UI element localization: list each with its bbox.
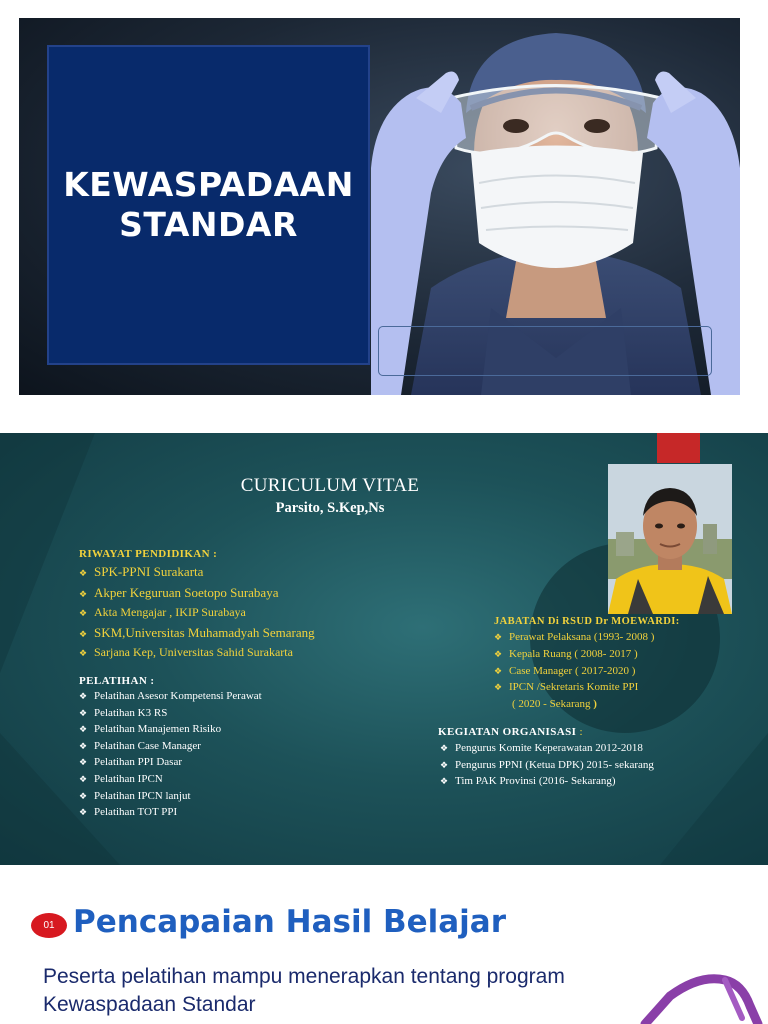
slide-curriculum-vitae bbox=[0, 433, 768, 865]
position-list bbox=[494, 630, 654, 713]
list-item: ❖ Tim PAK Provinsi (2016- Sekarang) bbox=[440, 774, 654, 791]
slide-heading: Pencapaian Hasil Belajar bbox=[73, 904, 507, 940]
list-item: ❖ Pelatihan K3 RS bbox=[79, 706, 262, 723]
list-item: ❖ SKM,Universitas Muhamadyah Semarang bbox=[79, 624, 315, 645]
list-item: ❖ Pelatihan TOT PPI bbox=[79, 805, 262, 822]
diamond-bullet-icon: ❖ bbox=[79, 791, 88, 802]
list-item: ❖ IPCN /Sekretaris Komite PPI bbox=[494, 680, 654, 697]
diamond-bullet-icon: ❖ bbox=[79, 692, 88, 702]
list-item: ❖ Pelatihan Asesor Kompetensi Perawat bbox=[79, 689, 262, 706]
title-box bbox=[47, 45, 370, 365]
list-item: ❖ Pengurus Komite Keperawatan 2012-2018 bbox=[440, 741, 654, 758]
diamond-bullet-icon: ❖ bbox=[440, 777, 449, 788]
cv-name: Parsito, S.Kep,Ns bbox=[275, 500, 385, 516]
diamond-bullet-icon: ❖ bbox=[79, 808, 88, 819]
list-item: ❖ Kepala Ruang ( 2008- 2017 ) bbox=[494, 647, 654, 664]
organization-list bbox=[440, 741, 654, 791]
list-item: ❖ Pelatihan IPCN bbox=[79, 772, 262, 789]
training-list bbox=[79, 689, 262, 822]
caption-outline-box bbox=[378, 326, 712, 376]
diamond-bullet-icon: ❖ bbox=[79, 758, 88, 769]
diamond-bullet-icon: ❖ bbox=[494, 633, 503, 643]
slide-title bbox=[19, 18, 740, 395]
organization-heading: KEGIATAN ORGANISASI : bbox=[438, 726, 583, 738]
list-item: ❖ Pelatihan PPI Dasar bbox=[79, 755, 262, 772]
slide-learning-outcome bbox=[0, 866, 768, 1024]
list-item: ❖ Pelatihan Case Manager bbox=[79, 739, 262, 756]
list-item: ❖ Akta Mengajar , IKIP Surabaya bbox=[79, 604, 315, 624]
red-accent-tab bbox=[657, 433, 700, 463]
list-item: ❖ Pelatihan IPCN lanjut bbox=[79, 789, 262, 806]
decorative-shape-icon bbox=[630, 966, 768, 1024]
list-item: ❖ Pengurus PPNI (Ketua DPK) 2015- sekarang bbox=[440, 758, 654, 775]
diamond-bullet-icon: ❖ bbox=[79, 629, 88, 640]
training-heading: PELATIHAN : bbox=[79, 675, 155, 687]
diamond-bullet-icon: ❖ bbox=[79, 569, 88, 579]
list-item: ❖ Pelatihan Manajemen Risiko bbox=[79, 722, 262, 739]
diamond-bullet-icon: ❖ bbox=[79, 649, 88, 659]
profile-photo bbox=[608, 464, 732, 614]
list-item: ❖ Case Manager ( 2017-2020 ) bbox=[494, 664, 654, 681]
diamond-bullet-icon: ❖ bbox=[79, 774, 88, 785]
education-list bbox=[79, 563, 315, 664]
slide-body-text: Peserta pelatihan mampu menerapkan tentang program Kewaspadaan Standar bbox=[43, 965, 565, 1016]
list-item: ❖ Sarjana Kep, Universitas Sahid Surakarta bbox=[79, 644, 315, 664]
number-badge: 01 bbox=[31, 913, 67, 938]
list-item: ❖ Akper Keguruan Soetopo Surabaya bbox=[79, 584, 315, 605]
slide-title-text: KEWASPADAAN STANDAR bbox=[63, 165, 354, 244]
list-item: ❖ SPK-PPNI Surakarta bbox=[79, 563, 315, 584]
diamond-bullet-icon: ❖ bbox=[79, 741, 88, 752]
diamond-bullet-icon: ❖ bbox=[494, 649, 503, 660]
diamond-bullet-icon: ❖ bbox=[79, 708, 88, 719]
position-heading: JABATAN Di RSUD Dr MOEWARDI: bbox=[494, 616, 680, 627]
cv-title: CURICULUM VITAE bbox=[240, 475, 420, 496]
list-item-continuation: ( 2020 - Sekarang ) bbox=[512, 698, 597, 711]
education-heading: RIWAYAT PENDIDIKAN : bbox=[79, 548, 218, 560]
diamond-bullet-icon: ❖ bbox=[440, 760, 449, 771]
diamond-bullet-icon: ❖ bbox=[440, 744, 449, 754]
diamond-bullet-icon: ❖ bbox=[494, 666, 503, 677]
diamond-bullet-icon: ❖ bbox=[79, 725, 88, 736]
diamond-bullet-icon: ❖ bbox=[79, 589, 88, 600]
diamond-bullet-icon: ❖ bbox=[494, 683, 503, 694]
diamond-bullet-icon: ❖ bbox=[79, 609, 88, 619]
list-item: ❖ Perawat Pelaksana (1993- 2008 ) bbox=[494, 630, 654, 647]
